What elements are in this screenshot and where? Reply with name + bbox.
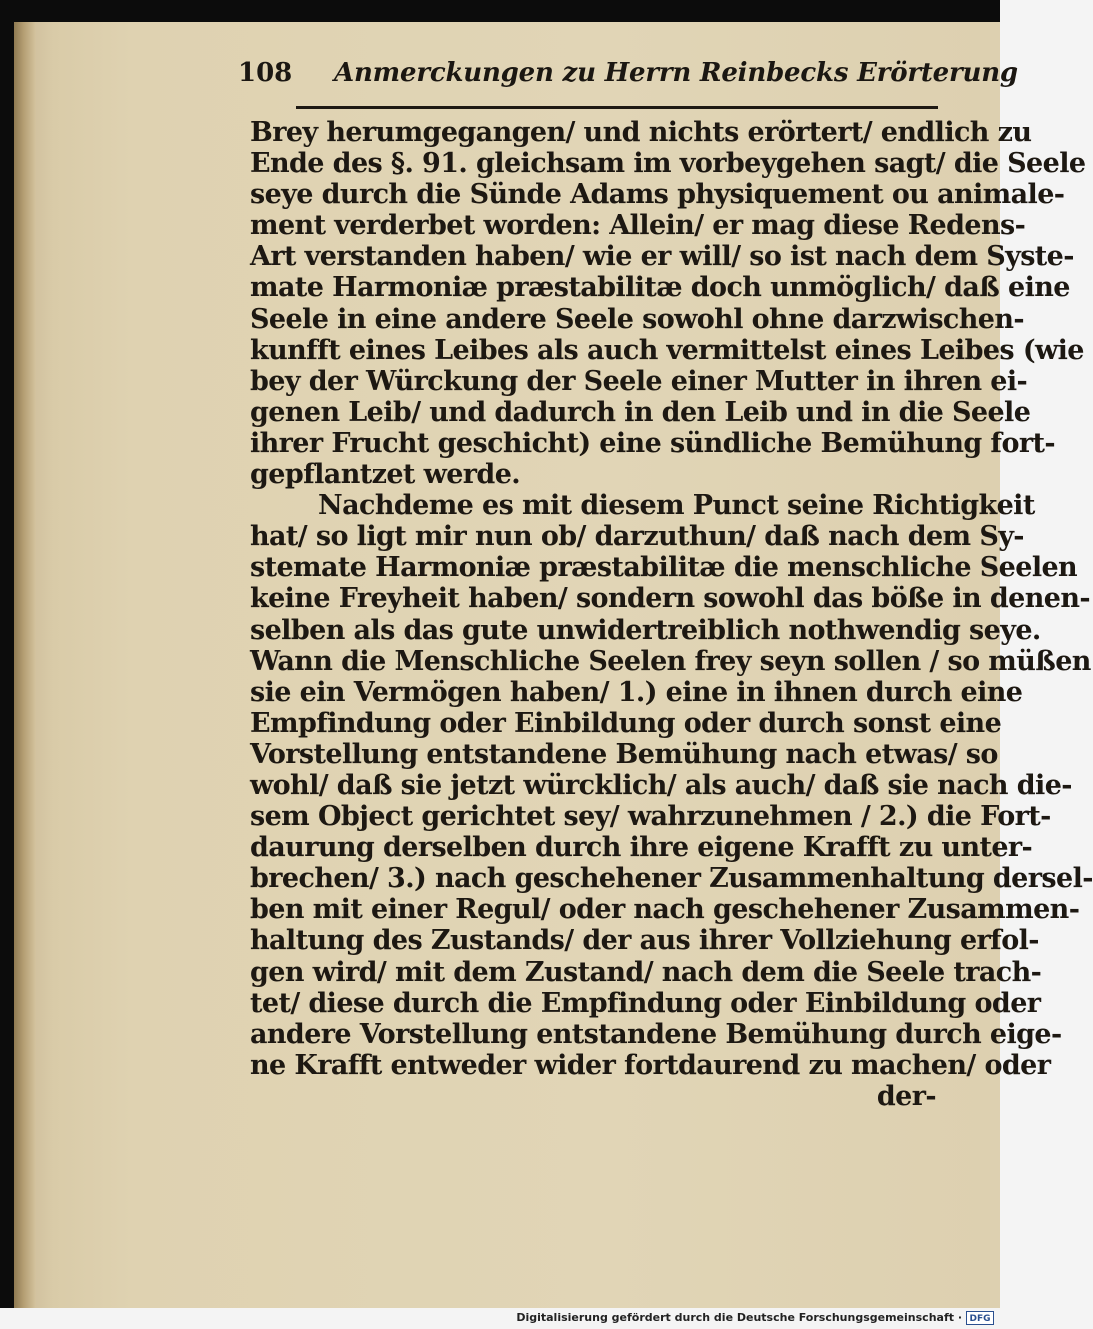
text-line: genen Leib/ und dadurch in den Leib und in die Seele <box>250 396 1031 428</box>
catchword: der- <box>876 1080 936 1112</box>
text-line: mate Harmoniæ præstabilitæ doch unmöglich/ daß eine <box>250 272 1070 304</box>
text-line: ment verderbet worden: Allein/ er mag diese Redens- <box>250 210 1026 242</box>
funding-credit: Digitalisierung gefördert durch die Deutsche Forschungsgemeinschaft · <box>516 1311 962 1324</box>
text-line: andere Vorstellung entstandene Bemühung durch eige- <box>250 1018 1062 1050</box>
text-line: Seele in eine andere Seele sowohl ohne darzwischen- <box>250 303 1025 335</box>
text-line: Wann die Menschliche Seelen frey seyn sollen / so müßen <box>250 645 1091 677</box>
text-line: brechen/ 3.) nach geschehener Zusammenhaltung dersel- <box>250 863 1093 895</box>
text-line: haltung des Zustands/ der aus ihrer Vollziehung erfol- <box>250 925 1039 957</box>
text-line: tet/ diese durch die Empfindung oder Einbildung oder <box>250 987 1041 1019</box>
text-line: seye durch die Sünde Adams physiquement ou animale- <box>250 179 1065 211</box>
text-line: ne Krafft entweder wider fortdaurend zu machen/ oder <box>250 1049 1051 1081</box>
text-line: gen wird/ mit dem Zustand/ nach dem die Seele trach- <box>250 956 1042 988</box>
text-line: bey der Würckung der Seele einer Mutter in ihren ei- <box>250 365 1028 397</box>
text-line: daurung derselben durch ihre eigene Krafft zu unter- <box>250 832 1033 864</box>
body-text <box>250 117 1093 1112</box>
text-line: wohl/ daß sie jetzt würcklich/ als auch/ daß sie nach die- <box>250 769 1072 801</box>
text-line: selben als das gute unwidertreiblich nothwendig seye. <box>250 614 1041 646</box>
text-line: ben mit einer Regul/ oder nach geschehener Zusammen- <box>250 894 1080 926</box>
header-rule <box>296 106 938 109</box>
text-line: hat/ so ligt mir nun ob/ darzuthun/ daß nach dem Sy- <box>250 521 1024 553</box>
text-line: gepflantzet werde. <box>250 459 521 491</box>
running-title: Anmerckungen zu Herrn Reinbecks Erörterung <box>334 58 1018 88</box>
text-line: Empfindung oder Einbildung oder durch sonst eine <box>250 707 1002 739</box>
text-line: stemate Harmoniæ præstabilitæ die menschliche Seelen <box>250 552 1078 584</box>
page-number: 108 <box>238 58 293 88</box>
text-line: Art verstanden haben/ wie er will/ so ist nach dem Syste- <box>250 241 1074 273</box>
paragraph-first-line: Nachdeme es mit diesem Punct seine Richtigkeit <box>318 490 1035 522</box>
text-line: sie ein Vermögen haben/ 1.) eine in ihnen durch eine <box>250 676 1023 708</box>
dfg-logo: DFG <box>966 1311 994 1325</box>
text-line: kunfft eines Leibes als auch vermittelst eines Leibes (wie <box>250 334 1084 366</box>
text-line: ihrer Frucht geschicht) eine sündliche Bemühung fort- <box>250 427 1055 459</box>
text-line: Brey herumgegangen/ und nichts erörtert/ endlich zu <box>250 117 1032 148</box>
text-line: keine Freyheit haben/ sondern sowohl das böße in denen- <box>250 583 1090 615</box>
footer-bar <box>0 1308 1000 1329</box>
page-header <box>238 52 1018 118</box>
text-line: Ende des §. 91. gleichsam im vorbeygehen sagt/ die Seele <box>250 148 1086 180</box>
text-line: sem Object gerichtet sey/ wahrzunehmen / 2.) die Fort- <box>250 801 1051 833</box>
text-line: Vorstellung entstandene Bemühung nach etwas/ so <box>250 738 998 770</box>
page-binding-edge <box>14 22 36 1308</box>
